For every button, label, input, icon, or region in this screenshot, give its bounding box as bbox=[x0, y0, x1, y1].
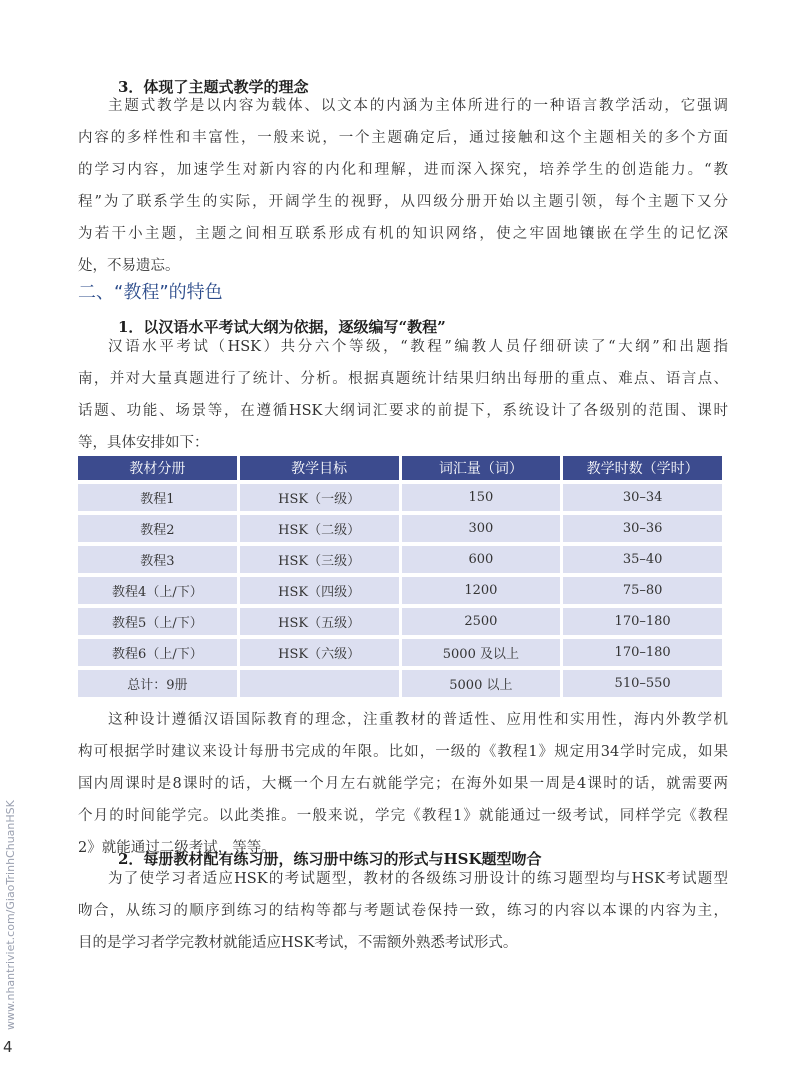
subsection-1-heading: 1．以汉语水平考试大纲为依据，逐级编写“教程” bbox=[118, 318, 446, 336]
table-cell: 30–36 bbox=[563, 515, 722, 542]
table-cell: 5000 以上 bbox=[402, 670, 561, 697]
table-cell: 1200 bbox=[402, 577, 561, 604]
subsection-2-heading: 2．每册教材配有练习册，练习册中练习的形式与HSK题型吻合 bbox=[118, 850, 542, 868]
paragraph-line: 这种设计遵循汉语国际教育的理念，注重教材的普适性、应用性和实用性，海内外教学机 bbox=[108, 712, 728, 728]
table-cell: HSK（一级） bbox=[240, 484, 399, 511]
table-cell: HSK（三级） bbox=[240, 546, 399, 573]
after-table-paragraph bbox=[78, 704, 728, 864]
table-cell: 教程1 bbox=[78, 484, 237, 511]
table-total-row bbox=[78, 670, 722, 697]
table-cell: 总计：9册 bbox=[78, 670, 237, 697]
table-cell: 600 bbox=[402, 546, 561, 573]
paragraph-line: 处，不易遗忘。 bbox=[78, 258, 180, 274]
subsection-2-paragraph bbox=[78, 863, 728, 959]
table-header-cell: 教材分册 bbox=[78, 456, 237, 480]
paragraph-line: 目的是学习者学完教材就能适应HSK考试，不需额外熟悉考试形式。 bbox=[78, 935, 518, 951]
paragraph-line: 为了使学习者适应HSK的考试题型，教材的各级练习册设计的练习题型均与HSK考试题型 bbox=[108, 871, 728, 887]
table-row bbox=[78, 639, 722, 666]
hsk-level-table bbox=[75, 452, 725, 701]
table-cell: 教程3 bbox=[78, 546, 237, 573]
table-row bbox=[78, 546, 722, 573]
paragraph-line: 汉语水平考试（HSK）共分六个等级，“教程”编教人员仔细研读了“大纲”和出题指 bbox=[108, 339, 728, 355]
table-cell: 教程5（上/下） bbox=[78, 608, 237, 635]
paragraph-line: 主题式教学是以内容为载体、以文本的内涵为主体所进行的一种语言教学活动，它强调 bbox=[108, 98, 728, 114]
table-cell: 教程6（上/下） bbox=[78, 639, 237, 666]
paragraph-line: 为若干小主题，主题之间相互联系形成有机的知识网络，使之牢固地镶嵌在学生的记忆深 bbox=[78, 226, 728, 242]
table-cell: 教程2 bbox=[78, 515, 237, 542]
table-header-row bbox=[78, 456, 722, 480]
paragraph-line: 话题、功能、场景等，在遵循HSK大纲词汇要求的前提下，系统设计了各级别的范围、课时 bbox=[78, 403, 728, 419]
table-cell: 5000 及以上 bbox=[402, 639, 561, 666]
table-cell: 150 bbox=[402, 484, 561, 511]
table-cell: HSK（五级） bbox=[240, 608, 399, 635]
table-row bbox=[78, 577, 722, 604]
page-number: 4 bbox=[3, 1038, 13, 1056]
paragraph-line: 2》就能通过二级考试，等等。 bbox=[78, 840, 276, 856]
table-header-cell: 教学时数（学时） bbox=[563, 456, 722, 480]
paragraph-line: 国内周课时是8课时的话，大概一个月左右就能学完；在海外如果一周是4课时的话，就需要两 bbox=[78, 776, 728, 792]
table-cell: HSK（六级） bbox=[240, 639, 399, 666]
paragraph-line: 的学习内容，加速学生对新内容的内化和理解，进而深入探究，培养学生的创造能力。“教 bbox=[78, 162, 728, 178]
paragraph-line: 构可根据学时建议来设计每册书完成的年限。比如，一级的《教程1》规定用34学时完成，如果 bbox=[78, 744, 728, 760]
section-3-paragraph bbox=[78, 90, 728, 282]
table-cell: HSK（四级） bbox=[240, 577, 399, 604]
table-cell: 510–550 bbox=[563, 670, 722, 697]
subsection-1-paragraph bbox=[78, 331, 728, 459]
table-row bbox=[78, 515, 722, 542]
side-url-watermark: www.nhantriviet.com/GiaoTrinhChuanHSK bbox=[4, 800, 17, 1030]
part-2-heading: 二、“教程”的特色 bbox=[78, 282, 223, 303]
table-row bbox=[78, 484, 722, 511]
table-header-cell: 教学目标 bbox=[240, 456, 399, 480]
table-cell bbox=[240, 670, 399, 697]
table-cell: HSK（二级） bbox=[240, 515, 399, 542]
table-cell: 75–80 bbox=[563, 577, 722, 604]
paragraph-line: 南，并对大量真题进行了统计、分析。根据真题统计结果归纳出每册的重点、难点、语言点、 bbox=[78, 371, 728, 387]
table-cell: 300 bbox=[402, 515, 561, 542]
paragraph-line: 个月的时间能学完。以此类推。一般来说，学完《教程1》就能通过一级考试，同样学完《教程 bbox=[78, 808, 728, 824]
paragraph-line: 等，具体安排如下： bbox=[78, 435, 209, 451]
section-3-heading: 3．体现了主题式教学的理念 bbox=[118, 78, 309, 96]
paragraph-line: 内容的多样性和丰富性，一般来说，一个主题确定后，通过接触和这个主题相关的多个方面 bbox=[78, 130, 728, 146]
paragraph-line: 吻合，从练习的顺序到练习的结构等都与考题试卷保持一致，练习的内容以本课的内容为主， bbox=[78, 903, 728, 919]
paragraph-line: 程”为了联系学生的实际，开阔学生的视野，从四级分册开始以主题引领，每个主题下又分 bbox=[78, 194, 728, 210]
table-row bbox=[78, 608, 722, 635]
table-cell: 30–34 bbox=[563, 484, 722, 511]
table-cell: 35–40 bbox=[563, 546, 722, 573]
table-cell: 教程4（上/下） bbox=[78, 577, 237, 604]
table-header-cell: 词汇量（词） bbox=[402, 456, 561, 480]
table-cell: 2500 bbox=[402, 608, 561, 635]
table-cell: 170–180 bbox=[563, 639, 722, 666]
table-cell: 170–180 bbox=[563, 608, 722, 635]
